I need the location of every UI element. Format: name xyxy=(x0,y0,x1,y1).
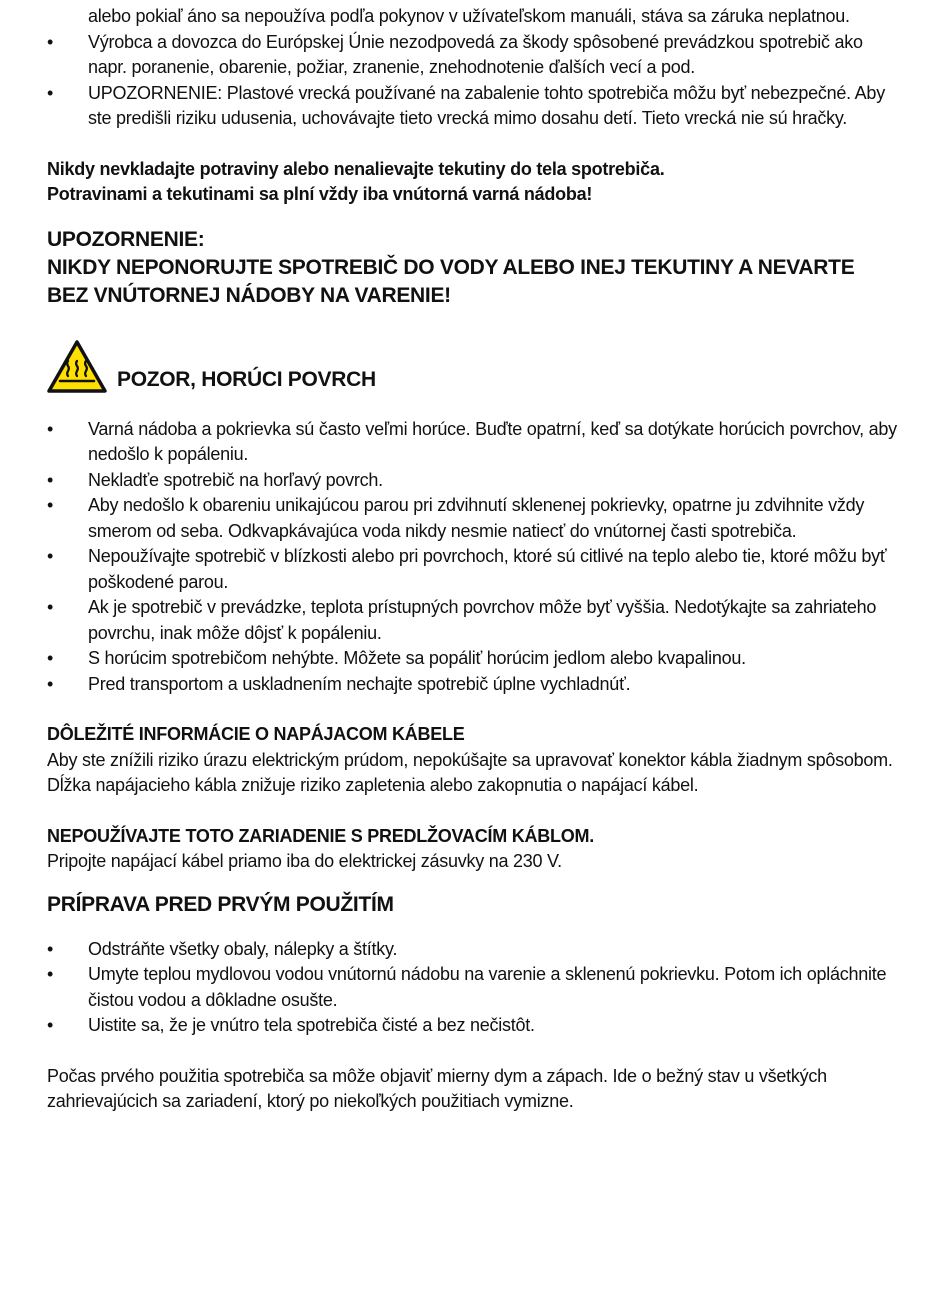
list-item: • Výrobca a dovozca do Európskej Únie nezodpovedá za škody spôsobené prevádzkou spotrebič ako napr. poranenie, obarenie, požiar, zranenie, znehodnotenie ďalších vecí a pod. xyxy=(47,31,863,77)
bullet-dot: • xyxy=(47,495,54,515)
bullet-dot: • xyxy=(47,673,54,694)
preparation-heading: PRÍPRAVA PRED PRVÝM POUŽITÍM xyxy=(47,892,394,916)
bullet-dot: • xyxy=(47,648,54,668)
bullet-dot: • xyxy=(47,469,54,490)
bullet-dot: • xyxy=(47,546,54,566)
power-cable-text: Aby ste znížili riziko úrazu elektrickým prúdom, nepokúšajte sa upravovať konektor kábla žiadnym spôsobom. Dĺžka napájacieho kábla znižuje riziko zapletenia alebo zakopnutia o napájací kábel. xyxy=(47,749,893,795)
extension-cable-heading: NEPOUŽÍVAJTE TOTO ZARIADENIE S PREDLŽOVACÍM KÁBLOM. xyxy=(47,825,594,846)
hot-surface-header xyxy=(47,340,897,394)
preparation-list xyxy=(47,937,897,1039)
extension-cable-text: Pripojte napájací kábel priamo iba do elektrickej zásuvky na 230 V. xyxy=(47,851,562,871)
list-item: • Pred transportom a uskladnením nechajte spotrebič úplne vychladnúť. xyxy=(47,672,897,698)
top-bullet-list xyxy=(47,4,897,132)
list-item: • Ak je spotrebič v prevádzke, teplota prístupných povrchov môže byť vyššia. Nedotýkajte sa zahriateho povrchu, inak môže dôjsť k popáleniu. xyxy=(47,597,877,643)
bullet-dot: • xyxy=(47,31,54,52)
bullet-dot: • xyxy=(47,964,54,984)
bullet-dot: • xyxy=(47,597,54,617)
power-cable-heading: DÔLEŽITÉ INFORMÁCIE O NAPÁJACOM KÁBELE xyxy=(47,724,465,744)
list-item: • S horúcim spotrebičom nehýbte. Môžete sa popáliť horúcim jedlom alebo kvapalinou. xyxy=(47,646,897,672)
list-item: • UPOZORNENIE: Plastové vrecká používané na zabalenie tohto spotrebiča môžu byť nebezpečné. Aby ste predišli riziku udusenia, uchovávajte tieto vrecká mimo dosahu detí. Tieto vrecká nie sú hračky. xyxy=(47,82,885,128)
first-use-text: Počas prvého použitia spotrebiča sa môže objaviť mierny dym a zápach. Ide o bežný stav u všetkých zahrievajúcich sa zariadení, ktorý po niekoľkých použitiach vymizne. xyxy=(47,1065,827,1111)
hot-surface-list xyxy=(47,417,897,698)
list-item: • Nepoužívajte spotrebič v blízkosti alebo pri povrchoch, ktoré sú citlivé na teplo alebo tie, ktoré môžu byť poškodené parou. xyxy=(47,546,887,592)
manual-page xyxy=(47,4,897,1115)
list-item: • Nekladťe spotrebič na horľavý povrch. xyxy=(47,468,897,494)
bullet-dot: • xyxy=(47,938,54,959)
list-item: • Umyte teplou mydlovou vodou vnútornú nádobu na varenie a sklenenú pokrievku. Potom ich opláchnite čistou vodou a dôkladne osušte. xyxy=(47,964,887,1010)
immersion-warning-label: UPOZORNENIE: xyxy=(47,227,205,251)
list-item: • Varná nádoba a pokrievka sú často veľmi horúce. Buďte opatrní, keď sa dotýkate horúcich povrchov, aby nedošlo k popáleniu. xyxy=(47,418,897,464)
bullet-dot: • xyxy=(47,82,54,103)
bullet-dot: • xyxy=(47,1015,54,1035)
food-warning-line-2: Potravinami a tekutinami sa plní vždy iba vnútorná varná nádoba! xyxy=(47,184,593,204)
food-warning-line-1: Nikdy nevkladajte potraviny alebo nenalievajte tekutiny do tela spotrebiča. xyxy=(47,158,665,179)
hot-surface-title: POZOR, HORÚCI POVRCH xyxy=(117,367,376,391)
list-item: • Odstráňte všetky obaly, nálepky a štítky. xyxy=(47,937,897,963)
list-item: • Aby nedošlo k obareniu unikajúcou parou pri zdvihnutí sklenenej pokrievky, opatrne ju zdvihnite vždy smerom od seba. Odkvapkávajúca voda nikdy nesmie natiecť do vnútornej časti spotrebiča. xyxy=(47,495,865,541)
list-item: • Uistite sa, že je vnútro tela spotrebiča čisté a bez nečistôt. xyxy=(47,1013,897,1039)
hot-surface-warning-icon xyxy=(47,340,107,394)
immersion-warning-text: NIKDY NEPONORUJTE SPOTREBIČ DO VODY ALEBO INEJ TEKUTINY A NEVARTE BEZ VNÚTORNEJ NÁDOBY NA VARENIE! xyxy=(47,255,855,307)
list-item: alebo pokiaľ áno sa nepoužíva podľa pokynov v užívateľskom manuáli, stáva sa záruka neplatnou. xyxy=(88,6,850,26)
bullet-dot: • xyxy=(47,418,54,439)
